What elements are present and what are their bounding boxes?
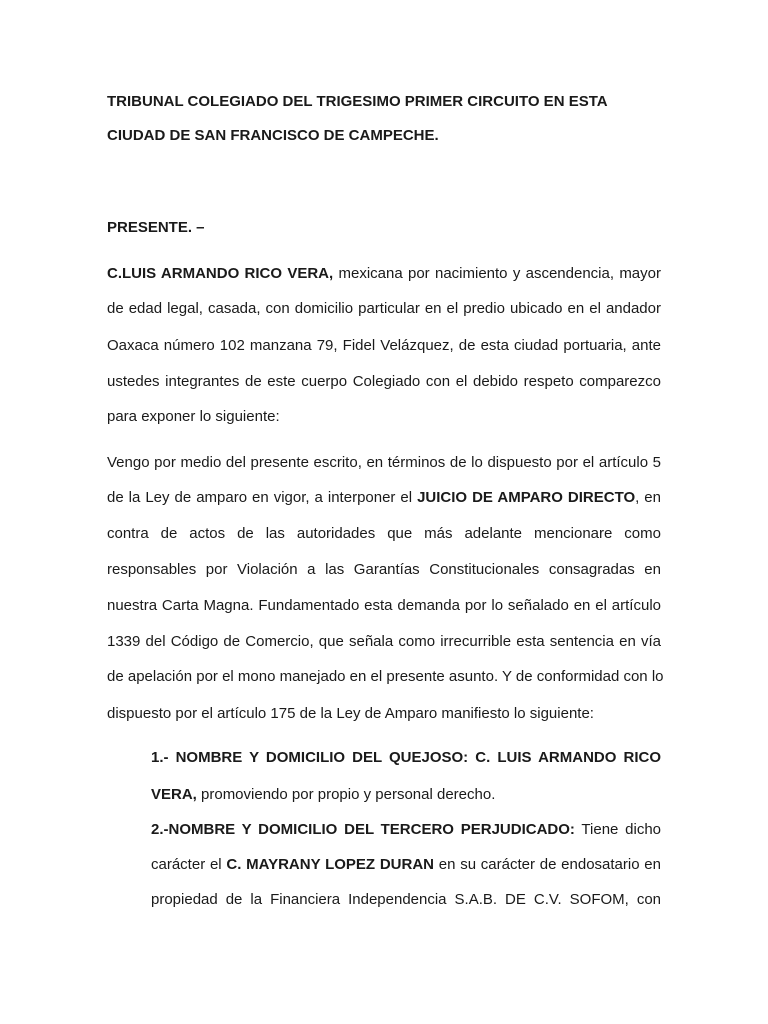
amparo-directo-term: JUICIO DE AMPARO DIRECTO <box>417 489 636 506</box>
heading-line-2: CIUDAD DE SAN FRANCISCO DE CAMPECHE. <box>107 127 439 144</box>
para1-line-4: ustedes integrantes de este cuerpo Colegiado con el debido respeto comparezco <box>107 373 661 390</box>
para1-line-2: de edad legal, casada, con domicilio particular en el predio ubicado en el andador <box>107 300 661 317</box>
item2-line-1: 2.-NOMBRE Y DOMICILIO DEL TERCERO PERJUDICADO: Tiene dicho <box>151 821 662 838</box>
para2-line-1: Vengo por medio del presente escrito, en términos de lo dispuesto por el artículo 5 <box>107 454 661 471</box>
para2-line-5: nuestra Carta Magna. Fundamentado esta demanda por lo señalado en el artículo <box>107 597 661 614</box>
item1-line-1: 1.- NOMBRE Y DOMICILIO DEL QUEJOSO: C. LUIS ARMANDO RICO <box>151 749 661 766</box>
presente-salutation: PRESENTE. – <box>107 219 205 236</box>
para2-line-7: de apelación por el mono manejado en el presente asunto. Y de conformidad con lo <box>107 668 664 685</box>
item1-line-2: VERA, promoviendo por propio y personal derecho. <box>151 786 496 803</box>
para2-line-8: dispuesto por el artículo 175 de la Ley de Amparo manifiesto lo siguiente: <box>107 705 594 722</box>
para2-line-2: de la Ley de amparo en vigor, a interponer el JUICIO DE AMPARO DIRECTO, en <box>107 489 661 506</box>
para1-line-1: C.LUIS ARMANDO RICO VERA, mexicana por nacimiento y ascendencia, mayor <box>107 265 661 282</box>
para2-line-6: 1339 del Código de Comercio, que señala como irrecurrible esta sentencia en vía <box>107 633 661 650</box>
heading-line-1: TRIBUNAL COLEGIADO DEL TRIGESIMO PRIMER CIRCUITO EN ESTA <box>107 93 608 110</box>
para2-line-4: responsables por Violación a las Garantías Constitucionales consagradas en <box>107 561 661 578</box>
complainant-name: C.LUIS ARMANDO RICO VERA, <box>107 265 334 282</box>
para1-line-3: Oaxaca número 102 manzana 79, Fidel Velázquez, de esta ciudad portuaria, ante <box>107 337 661 354</box>
item2-line-3: propiedad de la Financiera Independencia S.A.B. DE C.V. SOFOM, con <box>151 891 661 908</box>
item2-line-2: carácter el C. MAYRANY LOPEZ DURAN en su carácter de endosatario en <box>151 856 661 873</box>
para1-line-5: para exponer lo siguiente: <box>107 408 280 425</box>
para2-line-3: contra de actos de las autoridades que más adelante mencionare como <box>107 525 661 542</box>
third-party-name: C. MAYRANY LOPEZ DURAN <box>226 856 434 873</box>
